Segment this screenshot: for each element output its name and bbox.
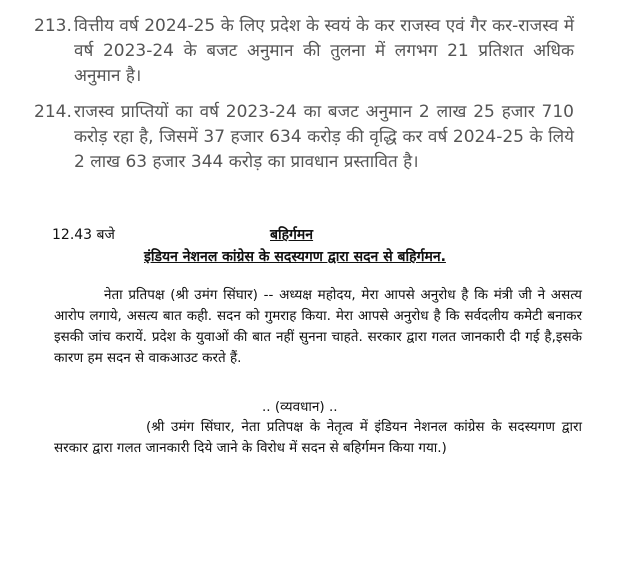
walkout-record-note: (श्री उमंग सिंघार, नेता प्रतिपक्ष के नेतृत्व में इंडियन नेशनल कांग्रेस के सदस्यगण द्वारा सरकार द्वारा गलत जानकारी दिये जाने के विरोध में सदन से बहिर्गमन किया गया.) — [54, 419, 582, 456]
paragraph-number: 214. — [34, 102, 72, 122]
walkout-subheading: इंडियन नेशनल कांग्रेस के सदस्यगण द्वारा सदन से बहिर्गमन. — [144, 249, 446, 265]
paragraph-213 — [34, 14, 574, 89]
opposition-leader-speech: नेता प्रतिपक्ष (श्री उमंग सिंघार) -- अध्यक्ष महोदय, मेरा आपसे अनुरोध है कि मंत्री जी ने असत्य आरोप लगाये, असत्य बात कही. सदन को गुमराह किया. मेरा आपसे अनुरोध है कि सर्वदलीय कमेटी बनाकर इसकी जांच करायें. प्रदेश के युवाओं की बात नहीं सुनना चाहते. सरकार द्वारा गलत जानकारी दी गई है,इसके कारण हम सदन से वाकआउट करते हैं. — [54, 287, 582, 366]
paragraph-text: वित्तीय वर्ष 2024-25 के लिए प्रदेश के स्वयं के कर राजस्व एवं गैर कर-राजस्व में वर्ष 2023-24 के बजट अनुमान की तुलना में लगभग 21 प्रतिशत अधिक अनुमान है। — [74, 16, 574, 86]
paragraph-214 — [34, 100, 574, 175]
paragraph-text: राजस्व प्राप्तियों का वर्ष 2023-24 का बजट अनुमान 2 लाख 25 हजार 710 करोड़ रहा है, जिसमें 37 हजार 634 करोड़ की वृद्धि कर वर्ष 2024-25 के लिये 2 लाख 63 हजार 344 करोड़ का प्रावधान प्रस्तावित है। — [74, 102, 574, 172]
walkout-heading: बहिर्गमन — [270, 227, 314, 243]
paragraph-number: 213. — [34, 16, 72, 36]
disturbance-note: .. (व्यवधान) .. — [262, 399, 338, 415]
session-time: 12.43 बजे — [52, 227, 115, 243]
